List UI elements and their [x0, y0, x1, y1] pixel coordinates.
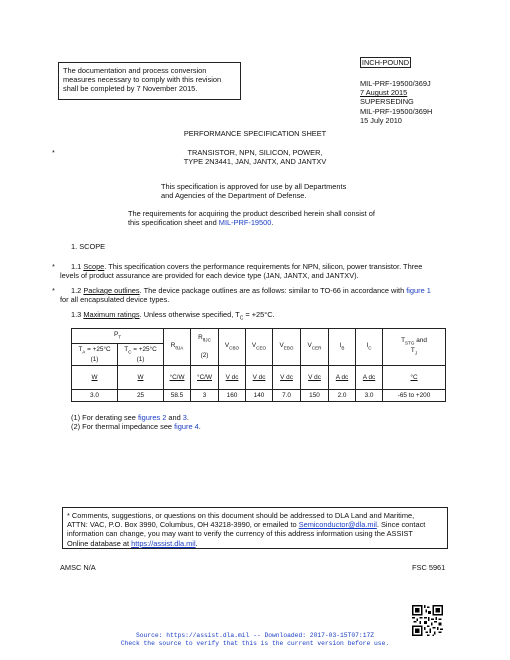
source-footer [0, 632, 510, 647]
tc-subscript: C [128, 349, 132, 355]
section-1-1-text: . This specification covers the performance requirements for NPN, silicon, power transistor. Three [104, 262, 423, 271]
figure-4-link[interactable]: figure 4 [174, 422, 199, 432]
figures-2-link[interactable]: figures 2 [137, 413, 167, 422]
vcbo-header [219, 329, 246, 366]
ib-symbol: I [339, 342, 342, 350]
superseded-date: 15 July 2010 [360, 115, 402, 125]
power-dissipation-header [72, 329, 164, 344]
section-1-3 [71, 310, 275, 324]
device-title [0, 148, 510, 166]
tstg-tj-header [383, 329, 446, 366]
vcbo-subscript: CBO [229, 345, 240, 351]
amsc-label: AMSC N/A [60, 563, 96, 572]
note-2 [71, 422, 201, 431]
section-1-2-text: . The device package outlines are as follows: similar to TO-66 in accordance with [139, 286, 407, 295]
note-1-text: (1) For derating see [71, 413, 138, 422]
section-1-2-line-2: for all encapsulated device types. [60, 295, 170, 305]
fsc-label: FSC 5961 [412, 563, 446, 572]
approval-statement [161, 182, 346, 200]
section-1-2 [60, 286, 480, 304]
tc-symbol: T [124, 345, 129, 353]
unit-cell: A dc [329, 366, 356, 390]
value-cell: 150 [301, 390, 329, 402]
note-1-period: . [186, 413, 189, 422]
value-cell: 2.0 [329, 390, 356, 402]
tstg-symbol: T [401, 337, 406, 345]
ta-note: (1) [90, 355, 99, 363]
approval-line-2: and Agencies of the Department of Defense. [161, 191, 307, 201]
comments-line-4-end: . [195, 538, 198, 548]
section-1-3-subscript: C [239, 315, 244, 322]
theta-jc-header [191, 329, 219, 366]
vebo-symbol: V [279, 342, 284, 350]
rjc-subscript: θJC [202, 337, 211, 343]
unit-cell: °C/W [191, 366, 219, 390]
section-1-3-number: 1.3 [71, 310, 84, 319]
section-1-1-title: Scope [83, 262, 105, 271]
vcer-header [301, 329, 329, 366]
comments-line-3: information can change, you may want to verify the currency of this address information using the ASSIST [67, 529, 413, 539]
tc-value: = +25°C [131, 345, 157, 353]
document-header-block [360, 79, 480, 125]
vebo-subscript: EBO [283, 345, 294, 351]
unit-cell: V dc [273, 366, 301, 390]
revision-star-1-1: * [52, 262, 55, 271]
document-date: 7 August 2015 [360, 88, 408, 98]
pt-subscript: T [118, 334, 122, 340]
unit-cell: °C/W [164, 366, 191, 390]
unit-cell: V dc [246, 366, 273, 390]
section-1-2-number: 1.2 [71, 286, 84, 295]
assist-link[interactable]: https://assist.dla.mil [131, 538, 196, 548]
ta-symbol: T [78, 345, 83, 353]
unit-cell: W [72, 366, 118, 390]
value-cell: 3.0 [72, 390, 118, 402]
source-line-2: Check the source to verify that this is the current version before use. [120, 639, 390, 647]
requirements-period: . [271, 218, 274, 228]
figure-1-link[interactable]: figure 1 [406, 286, 431, 295]
value-cell: 58.5 [164, 390, 191, 402]
requirements-line-2 [128, 218, 375, 227]
value-cell: 3.0 [356, 390, 383, 402]
notice-line-1: The documentation and process conversion [63, 66, 207, 75]
comments-line-2-end: . Since contact [376, 520, 426, 530]
tj-symbol: T [410, 347, 415, 354]
document-title: PERFORMANCE SPECIFICATION SHEET [183, 129, 327, 138]
email-link[interactable]: Semiconductor@dla.mil [298, 520, 377, 530]
section-1-3-text: . Unless otherwise specified, T [139, 310, 240, 319]
pt-symbol: P [113, 331, 119, 339]
unit-cell: V dc [219, 366, 246, 390]
requirements-text: this specification sheet and [128, 218, 219, 228]
vcbo-symbol: V [224, 342, 230, 350]
table-notes [71, 413, 201, 431]
tstg-subscript: STG [405, 340, 415, 346]
requirements-statement [128, 209, 375, 227]
inch-pound-badge: INCH-POUND [361, 58, 410, 67]
tc-header [118, 344, 164, 366]
section-1-1-line-2: levels of product assurance are provided for each device type (JAN, JANTX, and JANTXV). [60, 271, 359, 281]
ib-header [329, 329, 356, 366]
value-cell: 7.0 [273, 390, 301, 402]
notice-line-2: measures necessary to comply with this revision [63, 75, 222, 85]
revision-star-title: * [52, 148, 55, 157]
ta-value: = +25°C [85, 345, 111, 353]
rja-subscript: θJA [175, 345, 184, 351]
section-1-3-title: Maximum ratings [83, 310, 140, 319]
mil-prf-19500-link[interactable]: MIL-PRF-19500 [218, 218, 272, 228]
ta-subscript: A [82, 349, 86, 355]
vceo-header [246, 329, 273, 366]
vceo-subscript: CEO [256, 345, 267, 351]
section-1-3-end: = +25°C. [243, 310, 275, 319]
notice-line-3: shall be completed by 7 November 2015. [63, 84, 198, 94]
tc-note: (1) [136, 355, 145, 363]
unit-cell: A dc [356, 366, 383, 390]
tstg-and: and [414, 337, 427, 345]
approval-line-1: This specification is approved for use by all Departments [161, 182, 347, 191]
rjc-note: (2) [200, 351, 209, 359]
note-1 [71, 413, 201, 422]
ic-subscript: C [368, 345, 372, 351]
comments-line-4 [67, 539, 443, 548]
unit-cell: °C [383, 366, 446, 390]
document-number: MIL-PRF-19500/369J [360, 79, 431, 88]
source-line-1[interactable]: Source: https://assist.dla.mil -- Downloaded: 2017-03-15T07:17Z [135, 632, 375, 639]
section-1-1-number: 1.1 [71, 262, 84, 271]
figure-3-link[interactable]: 3 [182, 413, 187, 422]
value-cell: 160 [219, 390, 246, 402]
superseded-number: MIL-PRF-19500/369H [360, 106, 433, 116]
unit-cell: V dc [301, 366, 329, 390]
comments-address: ATTN: VAC, P.O. Box 3990, Columbus, OH 43218-3990, or emailed to [67, 520, 299, 530]
section-1-2-line-1 [60, 286, 480, 295]
device-title-line-2: TYPE 2N3441, JAN, JANTX, AND JANTXV [183, 157, 327, 167]
ib-subscript: B [341, 345, 345, 351]
ic-symbol: I [366, 342, 369, 350]
ta-header [72, 344, 118, 366]
section-1-1 [60, 262, 480, 280]
comments-line-2 [67, 520, 443, 529]
tj-subscript: J [414, 350, 418, 356]
device-title-line-1: TRANSISTOR, NPN, SILICON, POWER, [187, 148, 323, 157]
maximum-ratings-table [71, 328, 446, 402]
vebo-header [273, 329, 301, 366]
requirements-line-1: The requirements for acquiring the product described herein shall consist of [128, 209, 375, 218]
superseding-label: SUPERSEDING [360, 97, 414, 107]
vceo-symbol: V [251, 342, 257, 350]
value-cell: 25 [118, 390, 164, 402]
comments-line-4-text: Online database at [67, 538, 132, 548]
scope-heading: 1. SCOPE [71, 242, 106, 251]
vcer-subscript: CER [311, 345, 322, 351]
value-cell: 3 [191, 390, 219, 402]
conversion-notice-box [58, 62, 241, 100]
note-1-and: and [166, 413, 183, 422]
unit-cell: W [118, 366, 164, 390]
rjc-symbol: R [198, 334, 203, 342]
comments-line-1: * Comments, suggestions, or questions on this document should be addressed to DLA Land and Maritime, [67, 511, 415, 520]
value-cell: -65 to +200 [383, 390, 446, 402]
revision-star-1-2: * [52, 286, 55, 295]
ic-header [356, 329, 383, 366]
value-cell: 140 [246, 390, 273, 402]
section-1-1-line-1 [60, 262, 480, 271]
note-2-period: . [198, 422, 201, 432]
section-1-2-title: Package outlines [83, 286, 140, 295]
note-2-text: (2) For thermal impedance see [71, 422, 175, 432]
theta-ja-header [164, 329, 191, 366]
comments-box [62, 507, 448, 549]
vcer-symbol: V [307, 342, 312, 350]
rja-symbol: R [170, 342, 176, 350]
